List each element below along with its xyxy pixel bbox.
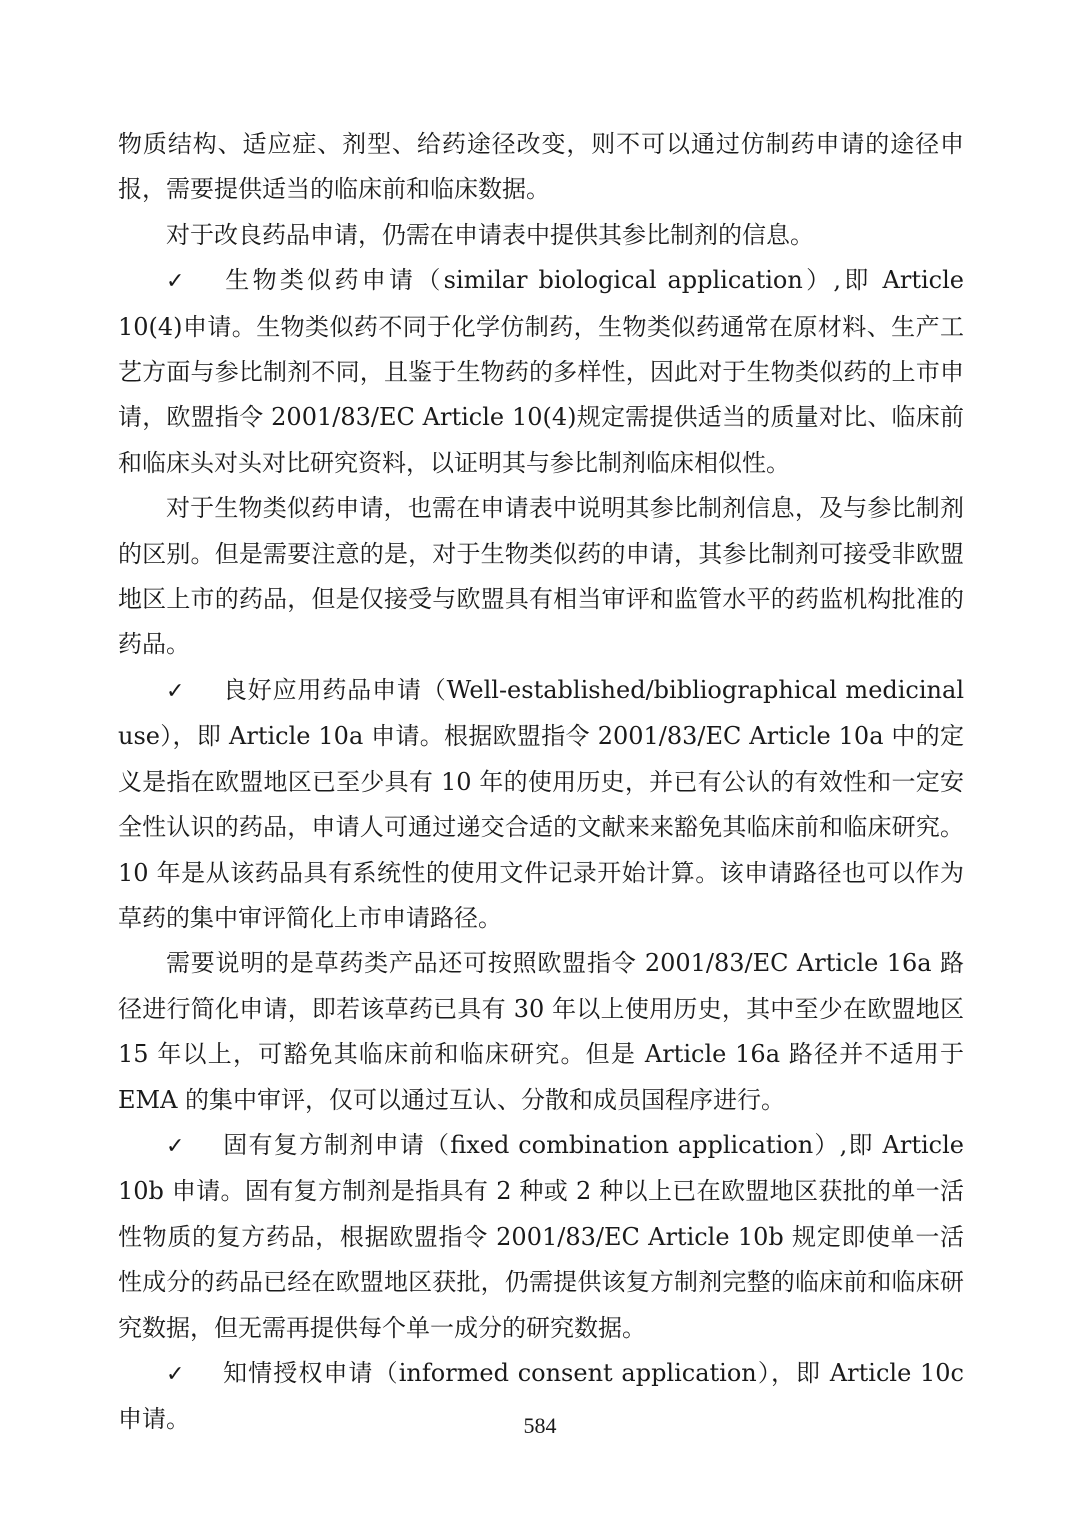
checkmark-icon: ✓ bbox=[166, 678, 185, 704]
paragraph-text: 生物类似药申请（similar biological application）,即 Article 10(4)申请。生物类似药不同于化学仿制药，生物类似药通常在原材料、生产工艺方面与参比制剂不同，且鉴于生物药的多样性，因此对于生物类似药的上市申请，欧盟指令 2001/83/EC Article 10(4)规定需提供适当的质量对比、临床前和临床头对头对比研究资料，以证明其与参比制剂临床相似性。 bbox=[118, 266, 964, 477]
checkmark-icon: ✓ bbox=[166, 269, 185, 295]
checkmark-icon: ✓ bbox=[166, 1361, 185, 1387]
paragraph-text: 物质结构、适应症、剂型、给药途径改变，则不可以通过仿制药申请的途径申报，需要提供适当的临床前和临床数据。 bbox=[118, 130, 964, 204]
paragraph-text: 需要说明的是草药类产品还可按照欧盟指令 2001/83/EC Article 16a 路径进行简化申请，即若该草药已具有 30 年以上使用历史，其中至少在欧盟地区 15 年以上，可豁免其临床前和临床研究。但是 Article 16a 路径并不适用于 EMA 的集中审评，仅可以通过互认、分散和成员国程序进行。 bbox=[118, 949, 964, 1114]
paragraph-text: 知情授权申请（informed consent application），即 Article 10c 申请。 bbox=[118, 1358, 964, 1434]
bullet-paragraph bbox=[118, 668, 964, 941]
paragraph-text: 良好应用药品申请（Well-established/bibliographical medicinal use），即 Article 10a 申请。根据欧盟指令 2001/83/EC Article 10a 中的定义是指在欧盟地区已至少具有 10 年的使用历史，并已有公认的有效性和一定安全性认识的药品，申请人可通过递交合适的文献来来豁免其临床前和临床研究。10 年是从该药品具有系统性的使用文件记录开始计算。该申请路径也可以作为草药的集中审评简化上市申请路径。 bbox=[118, 675, 964, 932]
bullet-paragraph bbox=[118, 258, 964, 486]
paragraph-text: 对于改良药品申请，仍需在申请表中提供其参比制剂的信息。 bbox=[166, 220, 814, 249]
paragraph-continuation bbox=[118, 122, 964, 213]
paragraph-text: 固有复方制剂申请（fixed combination application）,即 Article 10b 申请。固有复方制剂是指具有 2 种或 2 种以上已在欧盟地区获批的单一活性物质的复方药品，根据欧盟指令 2001/83/EC Article 10b 规定即使单一活性成分的药品已经在欧盟地区获批，仍需提供该复方制剂完整的临床前和临床研究数据，但无需再提供每个单一成分的研究数据。 bbox=[118, 1130, 964, 1342]
paragraph-text: 对于生物类似药申请，也需在申请表中说明其参比制剂信息，及与参比制剂的区别。但是需要注意的是，对于生物类似药的申请，其参比制剂可接受非欧盟地区上市的药品，但是仅接受与欧盟具有相当审评和监管水平的药监机构批准的药品。 bbox=[118, 494, 964, 659]
paragraph bbox=[118, 213, 964, 258]
checkmark-icon: ✓ bbox=[166, 1133, 185, 1159]
bullet-paragraph bbox=[118, 1123, 964, 1351]
paragraph bbox=[118, 941, 964, 1123]
paragraph bbox=[118, 486, 964, 668]
page-number: 584 bbox=[523, 1413, 557, 1438]
body-text bbox=[118, 122, 964, 1443]
